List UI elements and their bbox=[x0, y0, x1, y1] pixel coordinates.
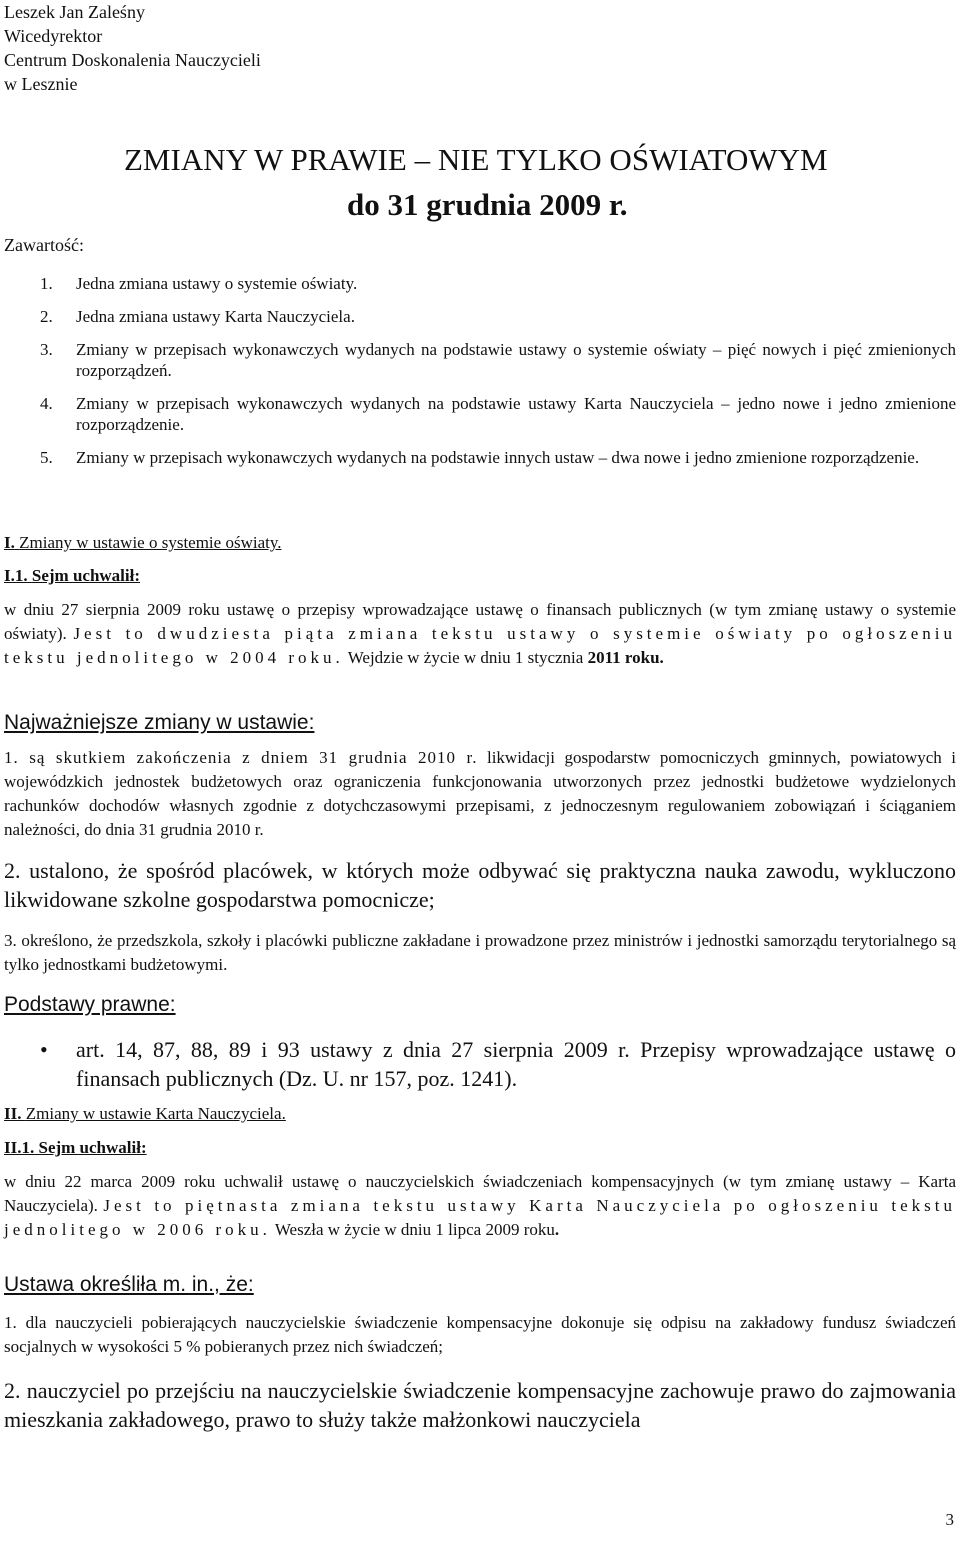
changes-heading: Najważniejsze zmiany w ustawie: bbox=[4, 711, 315, 734]
toc-item-text: Jedna zmiana ustawy Karta Nauczyciela. bbox=[76, 307, 355, 326]
bullet-icon: • bbox=[40, 1037, 48, 1062]
toc-item-text: Jedna zmiana ustawy o systemie oświaty. bbox=[76, 274, 358, 293]
toc-item-number: 4. bbox=[40, 394, 53, 413]
section-2-1-number: II.1. bbox=[4, 1138, 35, 1157]
section-1-heading bbox=[4, 532, 281, 553]
paragraph-text: Weszła w życie w dniu 1 lipca 2009 roku bbox=[270, 1220, 555, 1239]
paragraph-bold-text: 2011 roku. bbox=[587, 648, 664, 667]
toc-item-number: 1. bbox=[40, 274, 53, 293]
toc-item bbox=[40, 447, 956, 468]
author-institution: Centrum Doskonalenia Nauczycieli bbox=[4, 50, 261, 70]
paragraph-text: Wejdzie w życie w dniu 1 stycznia bbox=[343, 648, 588, 667]
section-2-paragraph bbox=[4, 1170, 956, 1242]
toc-item-number: 3. bbox=[40, 340, 53, 359]
change-item-1 bbox=[4, 746, 956, 842]
page-number: 3 bbox=[945, 1510, 954, 1529]
author-position: Wicedyrektor bbox=[4, 26, 103, 46]
section-2-heading bbox=[4, 1103, 286, 1124]
section-2-1-title: Sejm uchwalił: bbox=[38, 1138, 147, 1157]
legal-basis-text: art. 14, 87, 88, 89 i 93 ustawy z dnia 27 sierpnia 2009 r. Przepisy wprowadzające ustawę o finansach publicznych (Dz. U. nr 157, poz. 1241). bbox=[76, 1037, 956, 1091]
section-1-title: Zmiany w ustawie o systemie oświaty. bbox=[19, 533, 282, 552]
defines-item-2: 2. nauczyciel po przejściu na nauczycielskie świadczenie kompensacyjne zachowuje prawo do zajmowania mieszkania zakładowego, prawo to służy także małżonkowi nauczyciela bbox=[4, 1378, 956, 1432]
change-item-3: 3. określono, że przedszkola, szkoły i placówki publiczne zakładane i prowadzone przez ministrów i jednostki samorządu terytorialnego są tylko jednostkami budżetowymi. bbox=[4, 931, 956, 974]
author-city: w Lesznie bbox=[4, 74, 78, 94]
defines-heading: Ustawa określiła m. in., że: bbox=[4, 1273, 254, 1296]
toc-item-text: Zmiany w przepisach wykonawczych wydanych na podstawie innych ustaw – dwa nowe i jedno zmienione rozporządzenie. bbox=[76, 448, 920, 467]
toc-item-number: 2. bbox=[40, 307, 53, 326]
section-2-1-heading bbox=[4, 1137, 147, 1158]
defines-item-1: 1. dla nauczycieli pobierających nauczycielskie świadczenie kompensacyjne dokonuje się odpisu na zakładowy fundusz świadczeń socjalnych w wysokości 5 % pobieranych przez nich świadczeń; bbox=[4, 1313, 956, 1356]
toc-item-text: Zmiany w przepisach wykonawczych wydanych na podstawie ustawy Karta Nauczyciela – jedno nowe i jedno zmienione rozporządzenie. bbox=[76, 394, 956, 434]
change-item-lead: 1. są skutkiem zakończenia z dniem 31 grudnia 2010 r. bbox=[4, 748, 478, 767]
document-title: ZMIANY W PRAWIE – NIE TYLKO OŚWIATOWYM bbox=[124, 142, 828, 177]
section-1-1-title: Sejm uchwalił: bbox=[31, 566, 141, 585]
section-1-1-number: I.1. bbox=[4, 566, 28, 585]
section-2-title: Zmiany w ustawie Karta Nauczyciela. bbox=[25, 1104, 286, 1123]
toc-item-text: Zmiany w przepisach wykonawczych wydanych na podstawie ustawy o systemie oświaty – pięć nowych i pięć zmienionych rozporządzeń. bbox=[76, 340, 956, 380]
paragraph-spaced-text: Jest to dwudziesta piąta zmiana tekstu ustawy o systemie oświaty po ogłoszeniu tekstu jednolitego w 2004 roku. bbox=[4, 624, 956, 667]
paragraph-spaced-text: Jest to piętnasta zmiana tekstu ustawy Karta Nauczyciela po ogłoszeniu tekstu jednolitego w 2006 roku. bbox=[4, 1196, 956, 1239]
author-header bbox=[4, 0, 261, 96]
paragraph-text: w dniu 22 marca 2009 roku uchwalił ustawę o nauczycielskich świadczeniach kompensacyjnych (w tym zmianę ustawy – Karta Nauczyciela). bbox=[4, 1172, 956, 1215]
change-item-2: 2. ustalono, że spośród placówek, w których może odbywać się praktyczna nauka zawodu, wykluczono likwidowane szkolne gospodarstwa pomocnicze; bbox=[4, 858, 956, 912]
paragraph-bold-text: . bbox=[554, 1220, 560, 1239]
legal-basis-heading: Podstawy prawne: bbox=[4, 993, 176, 1016]
section-1-paragraph bbox=[4, 598, 956, 670]
section-1-1-heading bbox=[4, 565, 140, 586]
section-2-number: II. bbox=[4, 1104, 22, 1123]
toc-item bbox=[40, 339, 956, 381]
legal-basis-item bbox=[40, 1035, 956, 1093]
toc-label: Zawartość: bbox=[4, 235, 84, 255]
toc-item bbox=[40, 306, 956, 327]
document-subtitle: do 31 grudnia 2009 r. bbox=[347, 187, 628, 222]
toc-item bbox=[40, 273, 956, 294]
toc-list bbox=[40, 273, 956, 480]
section-1-number: I. bbox=[4, 533, 15, 552]
author-name: Leszek Jan Zaleśny bbox=[4, 2, 145, 22]
toc-item-number: 5. bbox=[40, 448, 53, 467]
toc-item bbox=[40, 393, 956, 435]
change-item-text: likwidacji gospodarstw pomocniczych gminnych, powiatowych i wojewódzkich jednostek budżetowych oraz ograniczenia funkcjonowania utworzonych przez jednostki budżetowe wydzielonych rachunków dochodów własnych zgodnie z dotychczasowymi przepisami, z jednoczesnym regulowaniem zobowiązań i ściąganiem należności, do dnia 31 grudnia 2010 r. bbox=[4, 748, 956, 839]
paragraph-text: w dniu 27 sierpnia 2009 roku ustawę o przepisy wprowadzające ustawę o finansach publicznych (w tym zmianę ustawy o systemie oświaty). bbox=[4, 600, 956, 643]
